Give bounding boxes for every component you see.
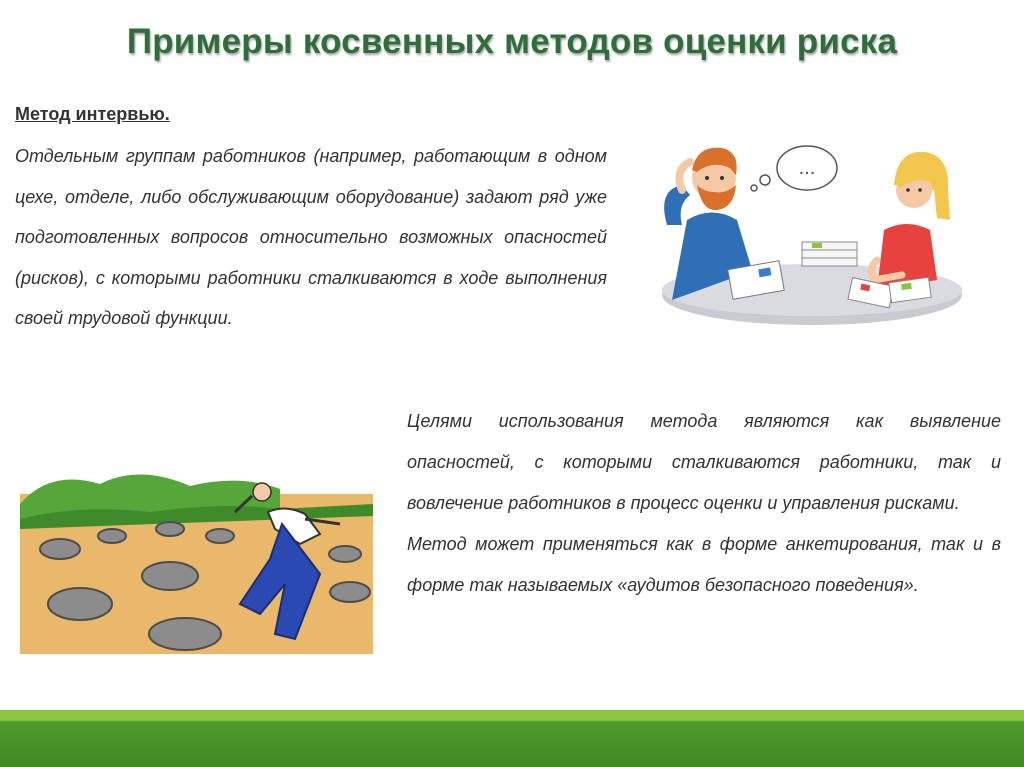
thought-bubble-text: ... bbox=[798, 157, 816, 179]
slide-title: Примеры косвенных методов оценки риска bbox=[126, 22, 898, 61]
application-paragraph: Метод может применяться как в форме анкетирования, так и в форме так называемых «аудитов безопасного поведения». bbox=[407, 534, 1001, 595]
interview-meeting-illustration bbox=[652, 130, 970, 330]
goals-paragraph: Целями использования метода являются как выявление опасностей, с которыми сталкиваются работники, так и вовлечение работников в процесс оценки и управления рисками. bbox=[407, 411, 1001, 513]
footer-green-bar bbox=[0, 710, 1024, 767]
bear-traps-illustration bbox=[20, 464, 373, 654]
interview-description: Отдельным группам работников (например, работающим в одном цехе, отделе, либо обслуживающим оборудование) задают ряд уже подготовленных вопросов относительно возможных опасностей (рисков), с которыми работники сталкиваются в ходе выполнения своей трудовой функции. bbox=[15, 146, 607, 328]
method-subheading: Метод интервью. bbox=[15, 104, 170, 124]
woman-figure bbox=[871, 152, 950, 290]
thought-bubble bbox=[751, 146, 837, 191]
goals-text-block bbox=[407, 401, 1001, 606]
